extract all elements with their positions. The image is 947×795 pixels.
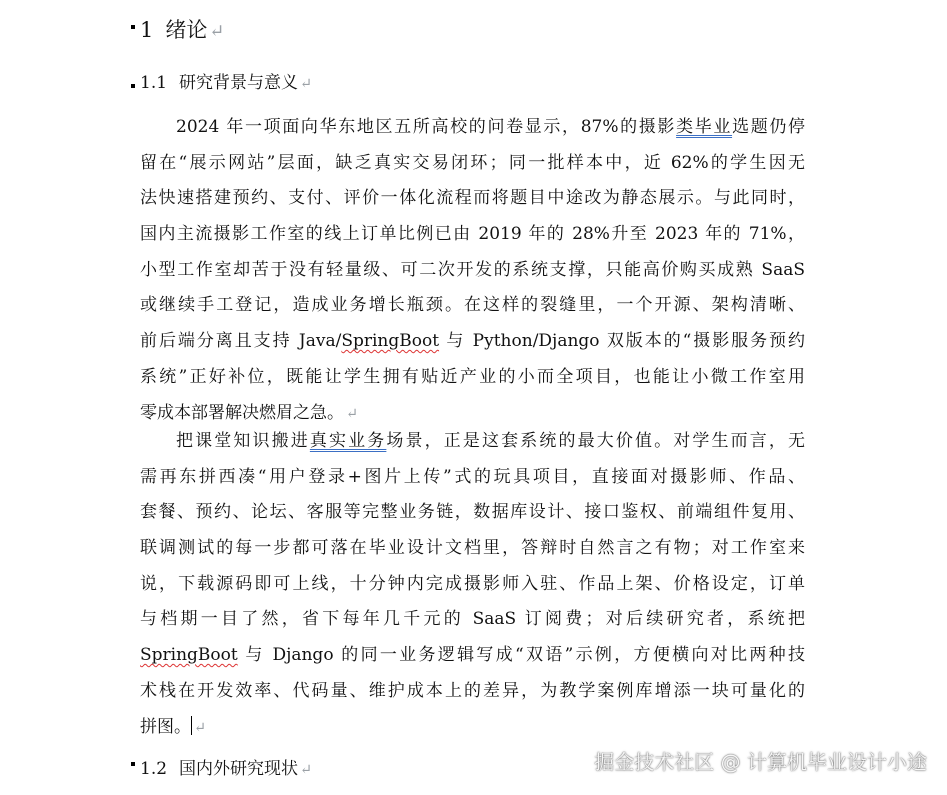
spelling-flag: SpringBoot [341,331,440,352]
heading-marker [131,762,135,766]
text-line: SpringBoot 与 Django 的同一业务逻辑写成“双语”示例，方便横向对比两种技 [140,645,805,666]
text-line: 术栈在开发效率、代码量、维护成本上的差异，为教学案例库增添一块可量化的 [140,680,805,701]
text-line: 国内主流摄影工作室的线上订单比例已由 2019 年的 28%升至 2023 年的 71%， [140,224,805,245]
heading-section-1-1[interactable] [140,68,312,93]
text-line: 小型工作室却苦于没有轻量级、可二次开发的系统支撑，只能高价购买成熟 SaaS [140,259,805,280]
body-paragraph-2[interactable] [140,424,805,745]
text-line: 2024 年一项面向华东地区五所高校的问卷显示，87%的摄影类毕业选题仍停 [176,117,806,137]
text-line: 把课堂知识搬进真实业务场景，正是这套系统的最大价值。对学生而言，无 [176,431,805,451]
heading-number: 1.2 [140,759,168,779]
heading-title: 绪论 [165,18,208,42]
text-line: 与档期一目了然，省下每年几千元的 SaaS 订阅费；对后续研究者，系统把 [140,609,805,630]
paragraph-mark-icon: ↵ [346,405,359,422]
heading-section-1-2[interactable] [140,754,312,779]
text-line: 法快速搭建预约、支付、评价一体化流程而将题目中途改为静态展示。与此同时， [140,188,805,209]
heading-marker [131,25,135,29]
heading-number: 1.1 [140,73,168,93]
watermark: 掘金技术社区 @ 计算机毕业设计小途 [594,750,927,774]
heading-title: 国内外研究现状 [179,759,299,779]
text-line: 说，下载源码即可上线，十分钟内完成摄影师入驻、作品上架、价格设定，订单 [140,573,805,594]
grammar-flag: 真实业务 [309,431,387,451]
text-line: 前后端分离且支持 Java/SpringBoot 与 Python/Django 双版本的“摄影服务预约 [140,331,805,352]
text-line: 或继续手工登记，造成业务增长瓶颈。在这样的裂缝里，一个开源、架构清晰、 [140,295,805,316]
body-paragraph-1[interactable] [140,110,805,431]
text-line: 需再东拼西凑“用户登录+图片上传”式的玩具项目，直接面对摄影师、作品、 [140,466,805,487]
grammar-flag: 类毕业 [676,117,733,137]
heading-marker [131,84,135,88]
text-line: 零成本部署解决燃眉之急。 ↵ [140,402,359,423]
text-line: 套餐、预约、论坛、客服等完整业务链，数据库设计、接口鉴权、前端组件复用、 [140,502,805,523]
paragraph-mark-icon: ↵ [300,76,313,92]
text-line: 留在“展示网站”层面，缺乏真实交易闭环；同一批样本中，近 62%的学生因无 [140,152,805,173]
paragraph-mark-icon: ↵ [209,21,225,42]
heading-number: 1 [140,18,154,42]
text-cursor [191,716,192,735]
spelling-flag: SpringBoot [140,645,238,666]
paragraph-mark-icon: ↵ [194,719,207,736]
text-line: 联调测试的每一步都可落在毕业设计文档里，答辩时自然言之有物；对工作室来 [140,538,805,559]
heading-title: 研究背景与意义 [179,73,299,93]
text-line: 拼图。 ↵ [140,716,207,737]
text-line: 系统”正好补位，既能让学生拥有贴近产业的小而全项目，也能让小微工作室用 [140,366,805,387]
heading-section-1[interactable] [140,14,224,44]
paragraph-mark-icon: ↵ [300,762,313,778]
